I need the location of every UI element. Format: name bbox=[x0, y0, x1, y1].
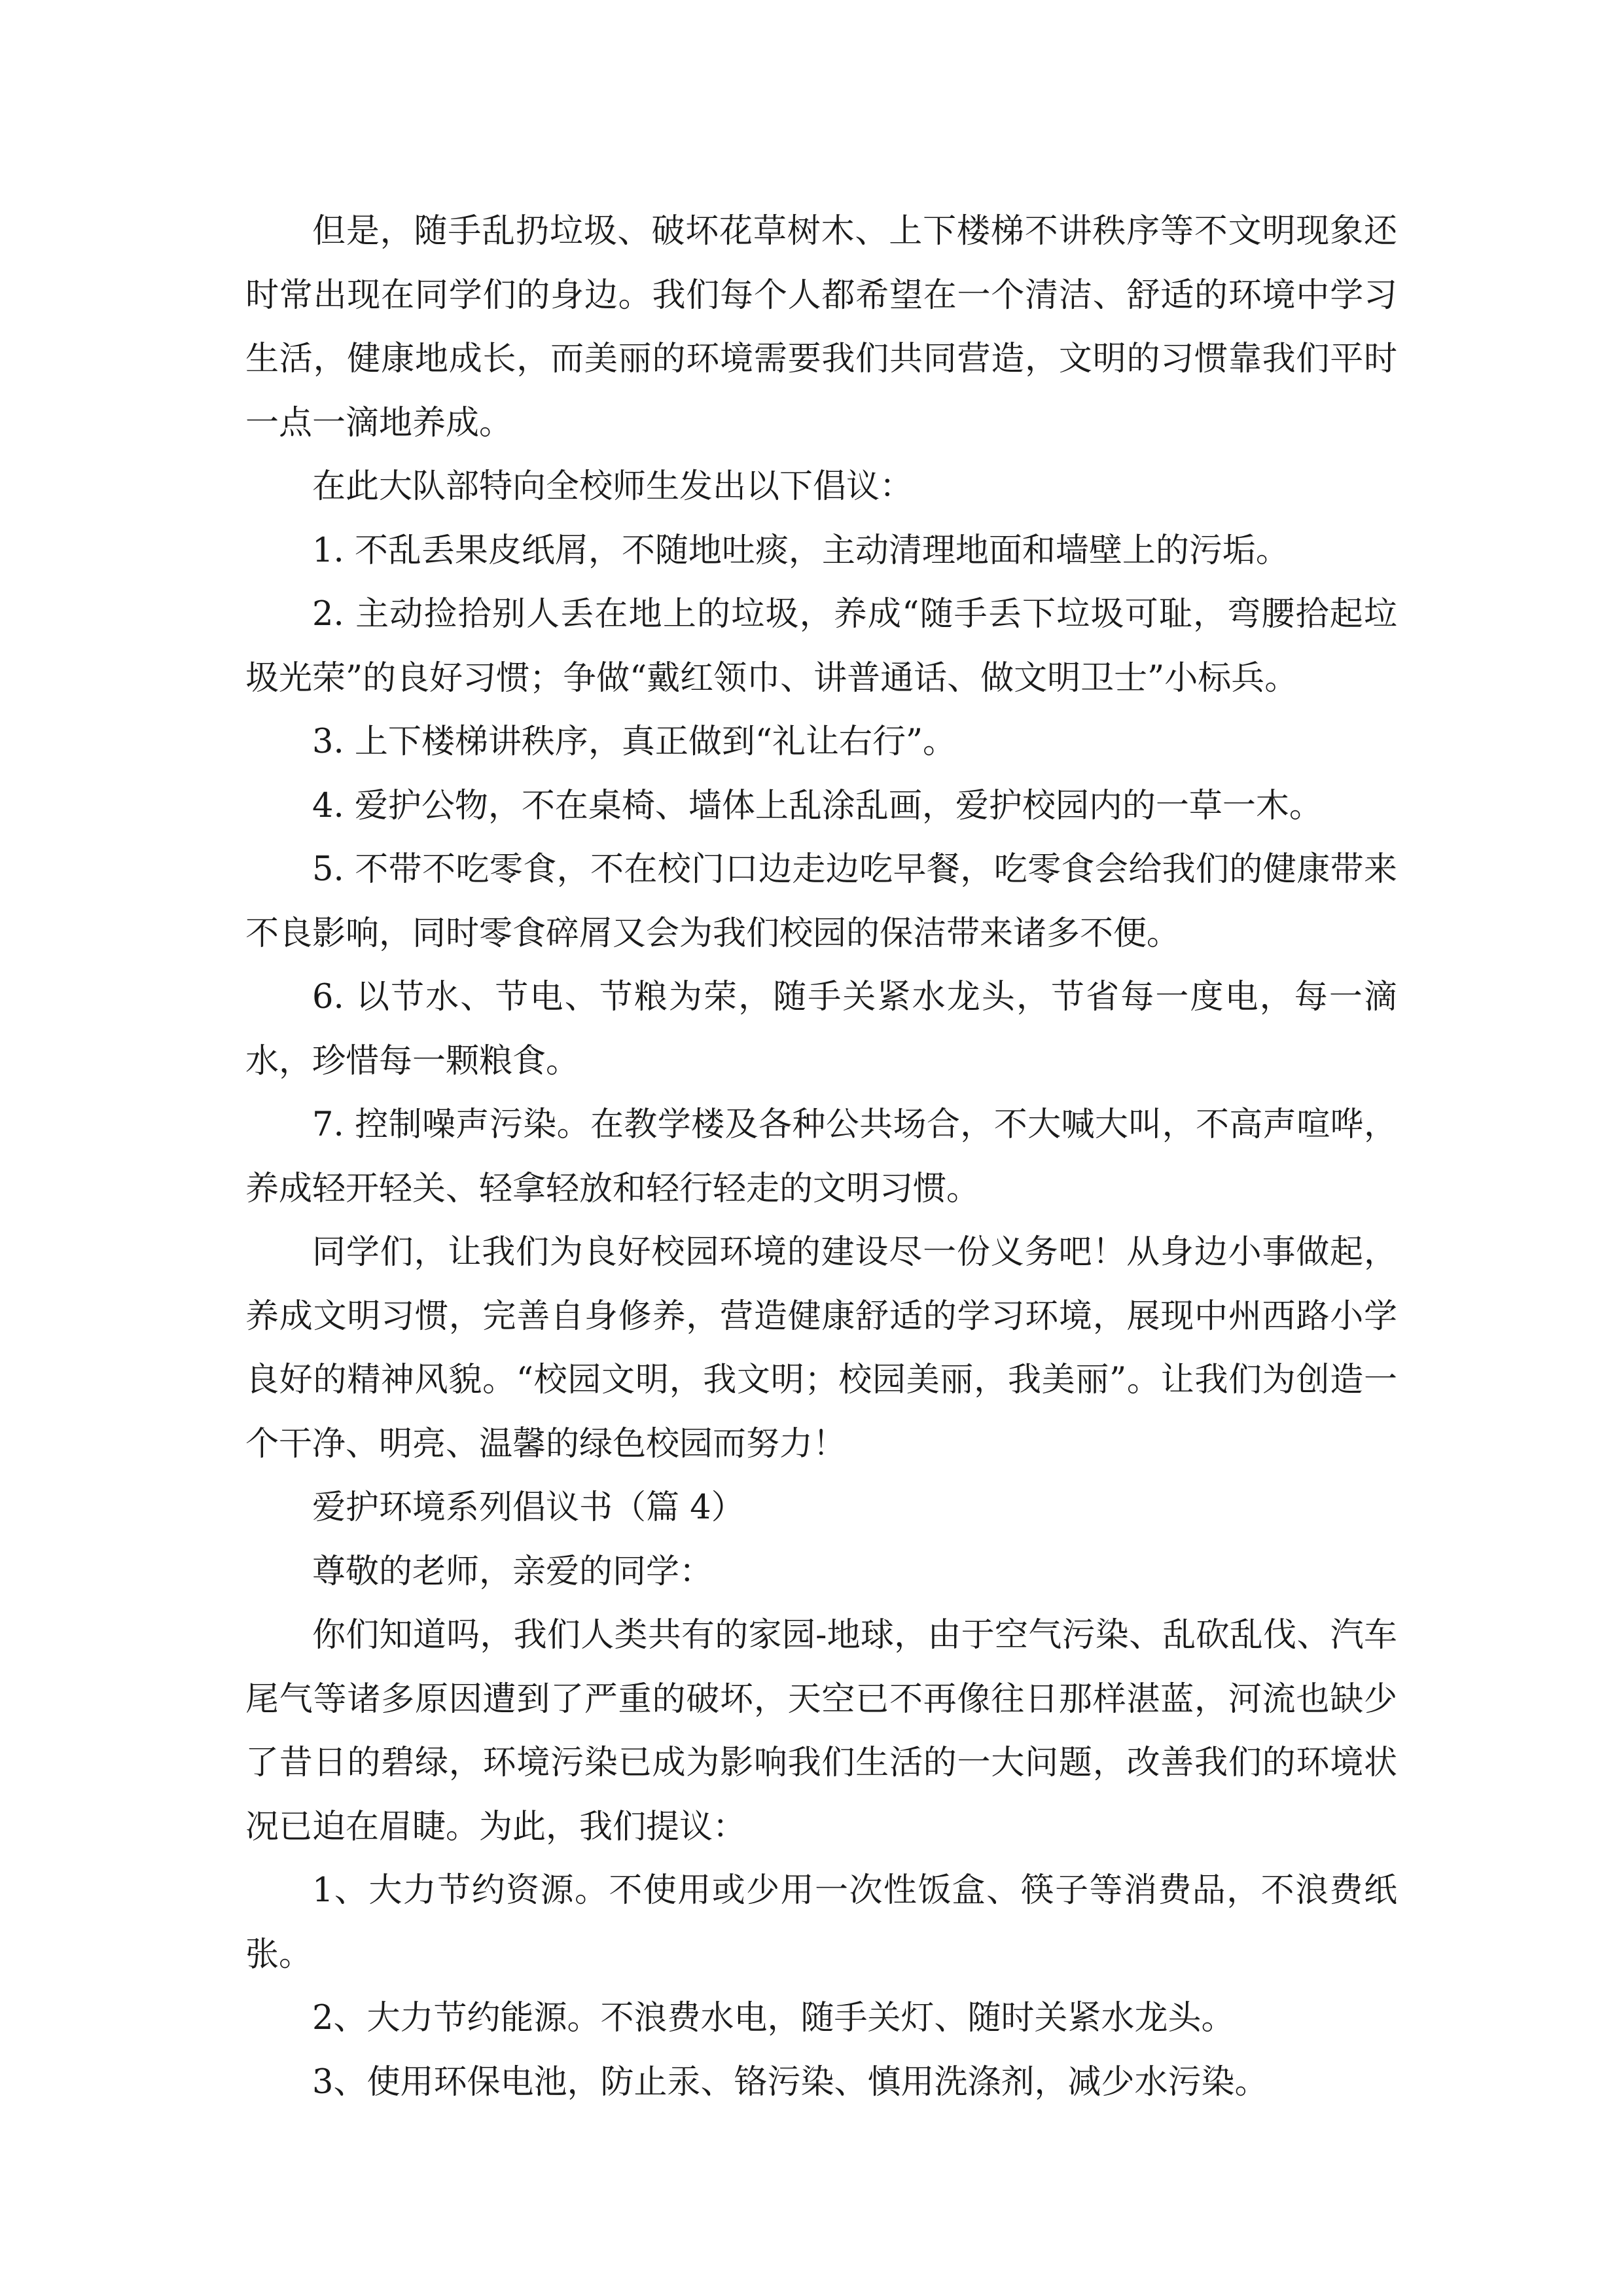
proposal-item-3: 3、使用环保电池，防止汞、铬污染、慎用洗涤剂，减少水污染。 bbox=[312, 2062, 1268, 2102]
paragraph-closing: 同学们，让我们为良好校园环境的建设尽一份义务吧！从身边小事做起，养成文明习惯，完善自身修养，营造健康舒适的学习环境，展现中州西路小学良好的精神风貌。“校园文明，我文明；校园美丽，我美丽”。让我们为创造一个干净、明亮、温馨的绿色校园而努力！ bbox=[245, 1233, 1397, 1463]
list-item-4: 4. 爱护公物，不在桌椅、墙体上乱涂乱画，爱护校园内的一草一木。 bbox=[312, 786, 1323, 825]
paragraph-background: 你们知道吗，我们人类共有的家园-地球，由于空气污染、乱砍乱伐、汽车尾气等诸多原因遭到了严重的破坏，天空已不再像往日那样湛蓝，河流也缺少了昔日的碧绿，环境污染已成为影响我们生活的一大问题，改善我们的环境状况已迫在眉睫。为此，我们提议： bbox=[245, 1616, 1397, 1846]
paragraph-initiative-lead: 在此大队部特向全校师生发出以下倡议： bbox=[312, 467, 914, 506]
list-item-2: 2. 主动捡拾别人丢在地上的垃圾，养成“随手丢下垃圾可耻，弯腰拾起垃圾光荣”的良好习惯；争做“戴红领巾、讲普通话、做文明卫士”小标兵。 bbox=[245, 595, 1397, 698]
paragraph-intro: 但是，随手乱扔垃圾、破坏花草树木、上下楼梯不讲秩序等不文明现象还时常出现在同学们的身边。我们每个人都希望在一个清洁、舒适的环境中学习生活，健康地成长，而美丽的环境需要我们共同营造，文明的习惯靠我们平时一点一滴地养成。 bbox=[245, 212, 1397, 442]
salutation: 尊敬的老师，亲爱的同学： bbox=[312, 1552, 713, 1591]
proposal-item-1: 1、大力节约资源。不使用或少用一次性饭盒、筷子等消费品，不浪费纸张。 bbox=[245, 1871, 1397, 1974]
list-item-6: 6. 以节水、节电、节粮为荣，随手关紧水龙头，节省每一度电，每一滴水，珍惜每一颗粮食。 bbox=[245, 978, 1397, 1081]
proposal-item-2: 2、大力节约能源。不浪费水电，随手关灯、随时关紧水龙头。 bbox=[312, 1999, 1235, 2037]
list-item-1: 1. 不乱丢果皮纸屑，不随地吐痰，主动清理地面和墙壁上的污垢。 bbox=[312, 531, 1289, 570]
section-heading: 爱护环境系列倡议书（篇 4） bbox=[312, 1488, 745, 1527]
document-body bbox=[245, 200, 1397, 2114]
list-item-7: 7. 控制噪声污染。在教学楼及各种公共场合，不大喊大叫，不高声喧哗，养成轻开轻关、轻拿轻放和轻行轻走的文明习惯。 bbox=[245, 1105, 1397, 1208]
list-item-3: 3. 上下楼梯讲秩序，真正做到“礼让右行”。 bbox=[312, 723, 957, 761]
list-item-5: 5. 不带不吃零食，不在校门口边走边吃早餐，吃零食会给我们的健康带来不良影响，同时零食碎屑又会为我们校园的保洁带来诸多不便。 bbox=[245, 850, 1397, 953]
